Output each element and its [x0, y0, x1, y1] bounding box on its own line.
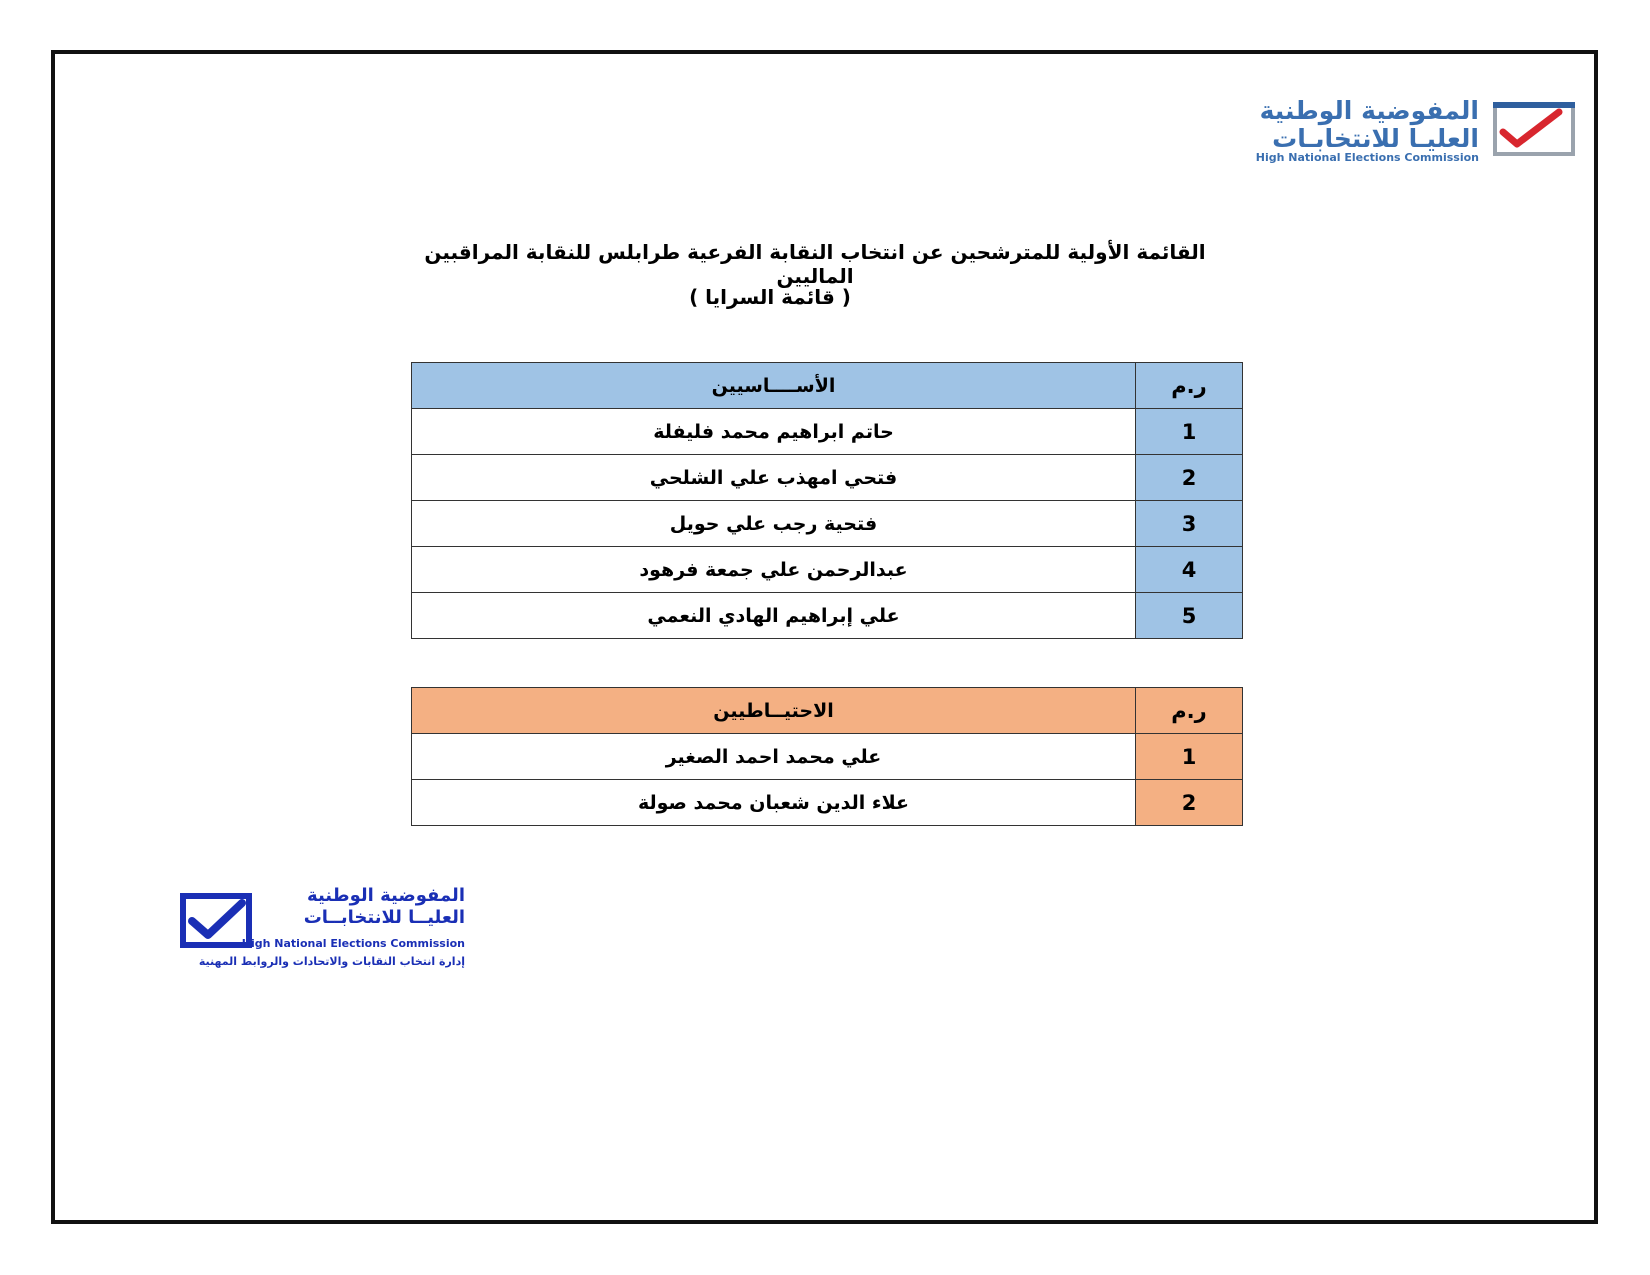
- reserve-candidates-table: [411, 687, 1243, 826]
- table-header-row: [412, 688, 1243, 734]
- stamp-arabic-line2: العليــا للانتخابــات: [303, 907, 465, 928]
- header-name: الأســــاسيين: [412, 363, 1136, 409]
- candidate-name: فتحية رجب علي حويل: [412, 501, 1136, 547]
- row-num: 5: [1136, 593, 1243, 639]
- list-name: ( قائمة السرايا ): [689, 285, 851, 309]
- table-header-row: [412, 363, 1243, 409]
- row-num: 2: [1136, 780, 1243, 826]
- table-row: [412, 455, 1243, 501]
- candidate-name: علاء الدين شعبان محمد صولة: [412, 780, 1136, 826]
- stamp-department: إدارة انتخاب النقابات والاتحادات والروابط المهنية: [198, 955, 465, 968]
- candidate-name: علي محمد احمد الصغير: [412, 734, 1136, 780]
- table-row: [412, 501, 1243, 547]
- candidate-name: حاتم ابراهيم محمد فليفلة: [412, 409, 1136, 455]
- header-num: ر.م: [1136, 688, 1243, 734]
- candidate-name: عبدالرحمن علي جمعة فرهود: [412, 547, 1136, 593]
- hnec-stamp: [180, 885, 465, 980]
- hnec-logo: [1215, 95, 1575, 165]
- ballot-check-icon: [1493, 102, 1575, 156]
- row-num: 4: [1136, 547, 1243, 593]
- page-title: القائمة الأولية للمترشحين عن انتخاب النقابة الفرعية طرابلس للنقابة المراقبين الماليين: [424, 240, 1206, 288]
- table-row: [412, 593, 1243, 639]
- row-num: 1: [1136, 734, 1243, 780]
- primary-candidates-table: [411, 362, 1243, 639]
- candidate-name: فتحي امهذب علي الشلحي: [412, 455, 1136, 501]
- logo-arabic-line1: المفوضية الوطنية: [1259, 96, 1479, 125]
- header-num: ر.م: [1136, 363, 1243, 409]
- table-row: [412, 409, 1243, 455]
- header-name: الاحتيــاطيين: [412, 688, 1136, 734]
- row-num: 1: [1136, 409, 1243, 455]
- candidate-name: علي إبراهيم الهادي النعمي: [412, 593, 1136, 639]
- logo-arabic-line2: العليـا للانتخابـات: [1272, 124, 1479, 153]
- table-row: [412, 780, 1243, 826]
- row-num: 2: [1136, 455, 1243, 501]
- table-row: [412, 547, 1243, 593]
- row-num: 3: [1136, 501, 1243, 547]
- table-row: [412, 734, 1243, 780]
- logo-english-name: High National Elections Commission: [1255, 151, 1479, 164]
- stamp-arabic-line1: المفوضية الوطنية: [307, 885, 465, 906]
- stamp-english-name: High National Elections Commission: [241, 937, 465, 950]
